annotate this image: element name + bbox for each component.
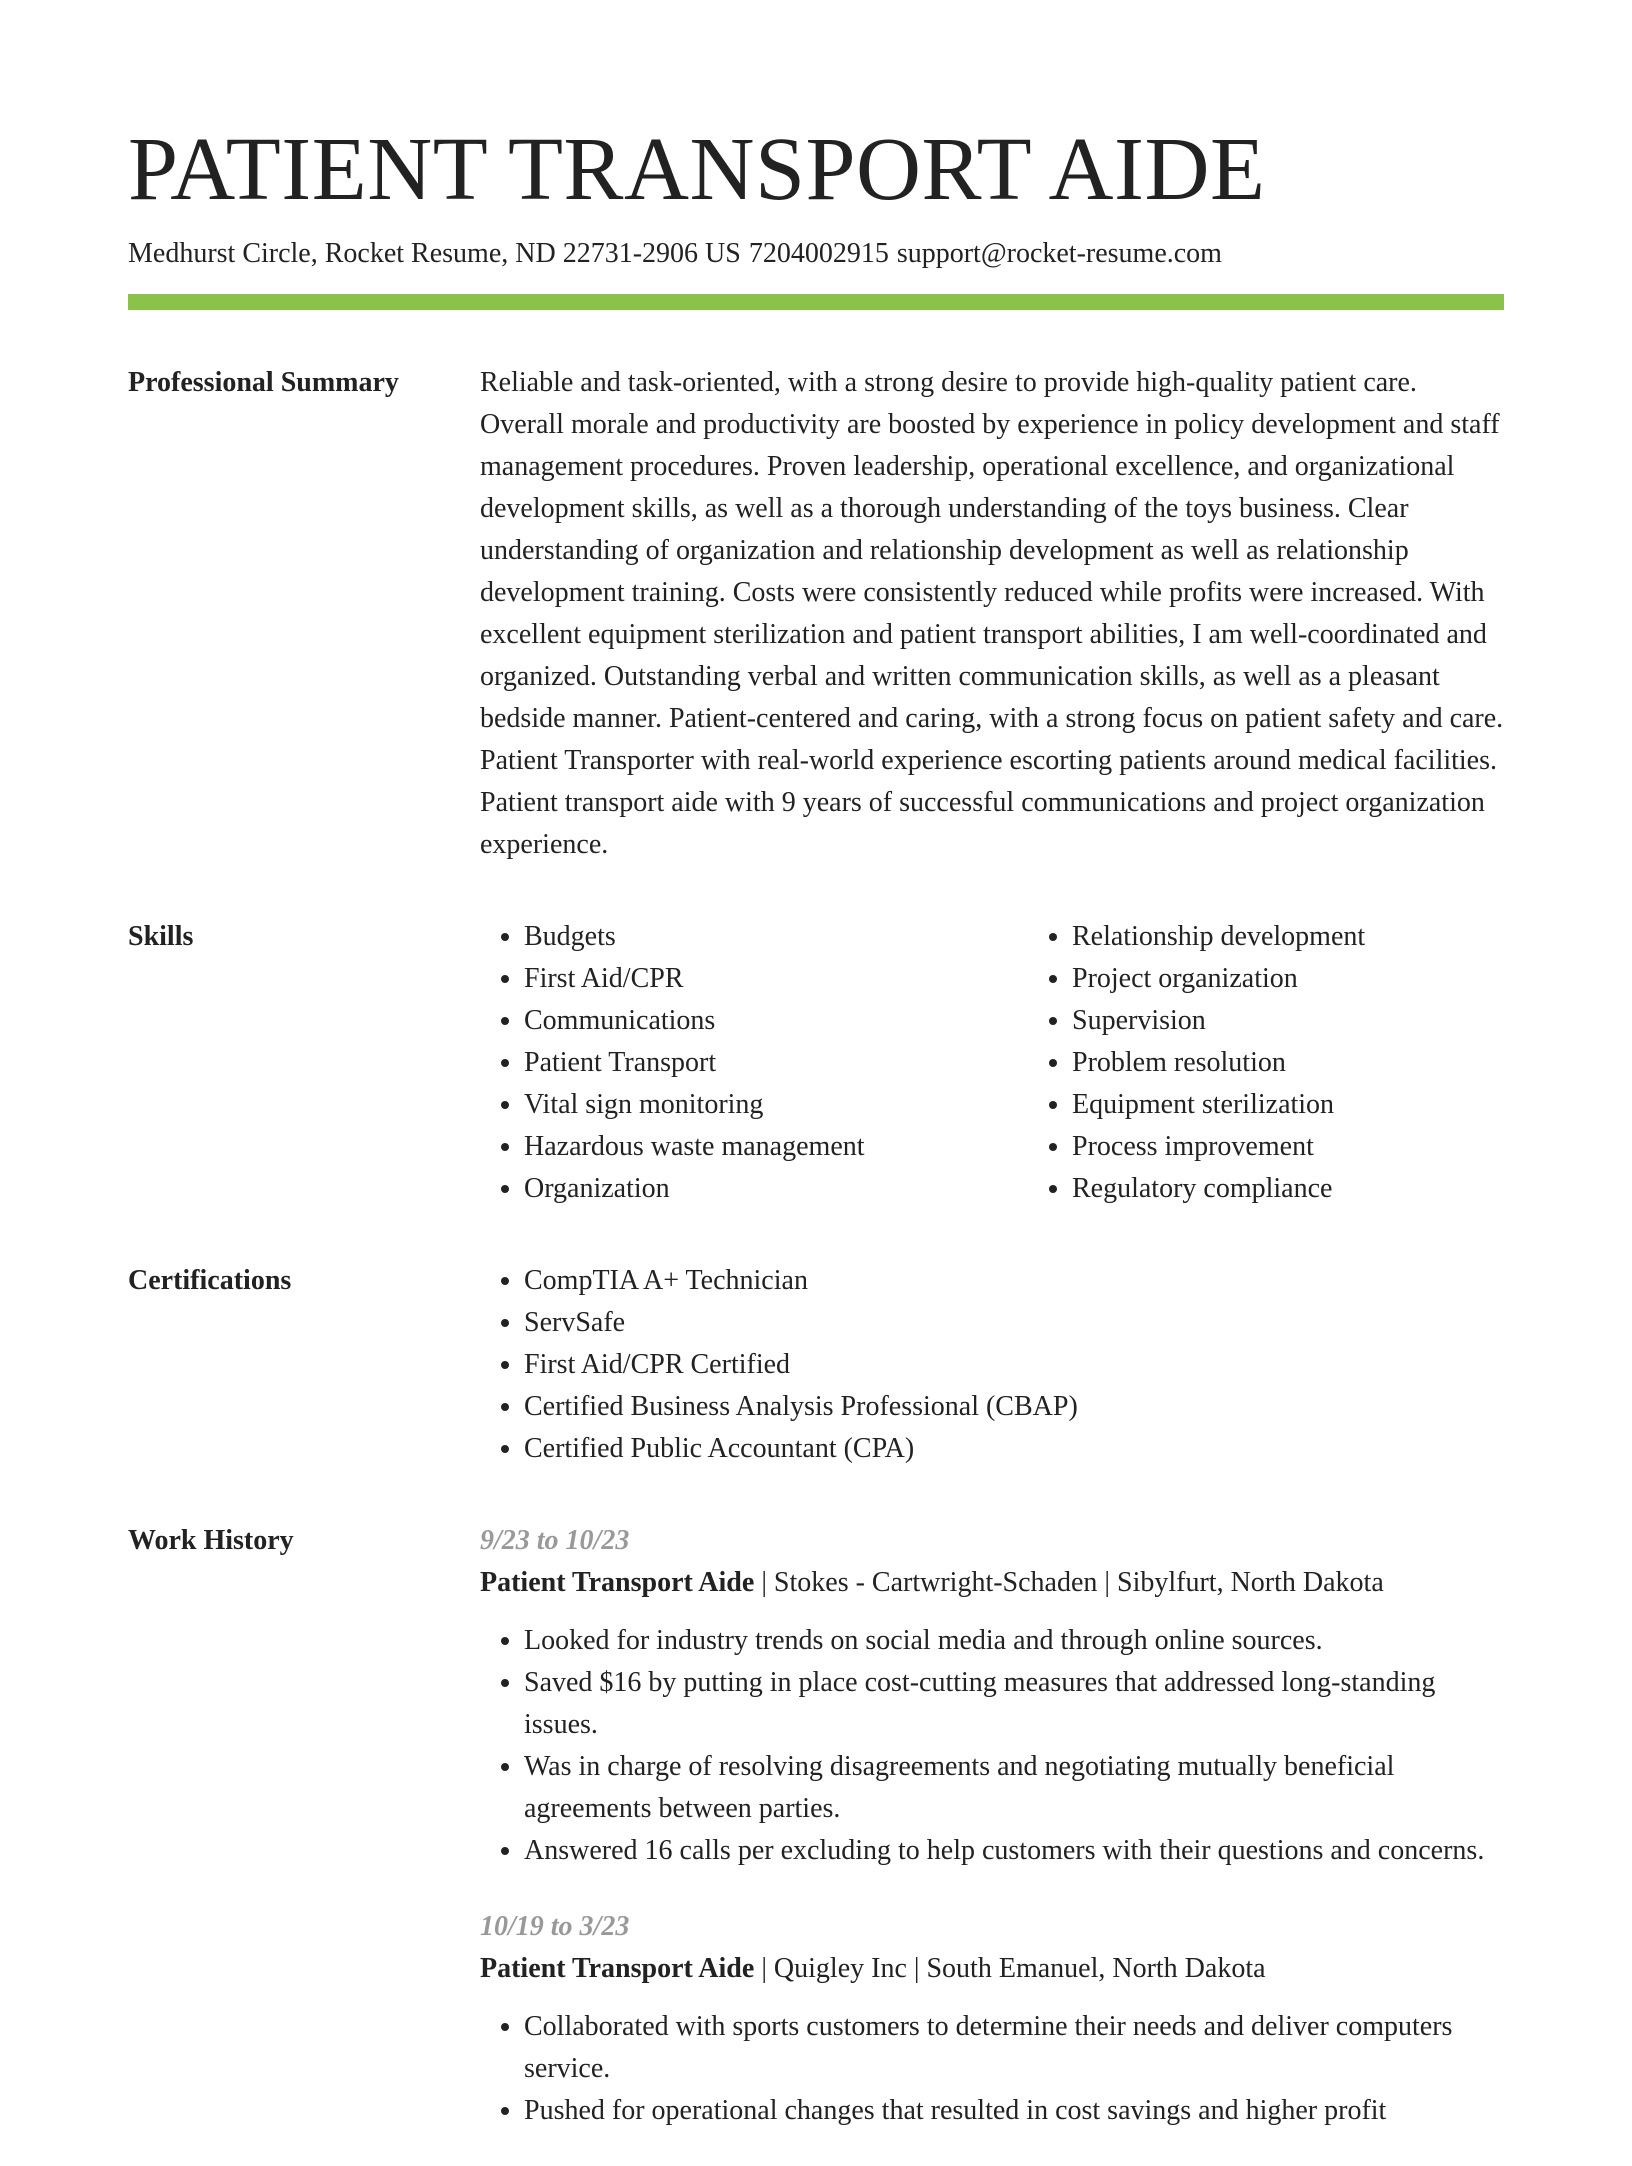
header-divider xyxy=(128,294,1504,310)
skill-item: • First Aid/CPR xyxy=(524,958,1028,1000)
candidate-name: PATIENT TRANSPORT AIDE xyxy=(128,120,1266,219)
job-bullet: • Saved $16 by putting in place cost-cutting measures that addressed long-standing issues. xyxy=(524,1662,1504,1746)
certification-item: • ServSafe xyxy=(524,1302,1504,1344)
skill-item: • Communications xyxy=(524,1000,1028,1042)
skills-list-left xyxy=(480,916,1028,1210)
skill-item: • Process improvement xyxy=(1072,1126,1576,1168)
skill-item: • Organization xyxy=(524,1168,1028,1210)
skills-heading: Skills xyxy=(128,921,194,952)
skill-item: • Relationship development xyxy=(1072,916,1576,958)
job-bullet: • Pushed for operational changes that resulted in cost savings and higher profit xyxy=(524,2090,1504,2132)
skill-item: • Patient Transport xyxy=(524,1042,1028,1084)
certification-item: • Certified Public Accountant (CPA) xyxy=(524,1428,1504,1470)
job-bullets xyxy=(480,2006,1504,2132)
skill-item: • Supervision xyxy=(1072,1000,1576,1042)
work-history-heading: Work History xyxy=(128,1525,294,1556)
job-bullets xyxy=(480,1620,1504,1872)
job-dates: 10/19 to 3/23 xyxy=(480,1911,630,1942)
job-bullet: • Collaborated with sports customers to determine their needs and deliver computers service. xyxy=(524,2006,1504,2090)
job-bullet: • Looked for industry trends on social media and through online sources. xyxy=(524,1620,1504,1662)
summary-section xyxy=(128,362,1504,866)
job-bullet: • Was in charge of resolving disagreements and negotiating mutually beneficial agreements between parties. xyxy=(524,1746,1504,1830)
job-company-location: | Quigley Inc | South Emanuel, North Dakota xyxy=(754,1953,1266,1984)
certification-item: • First Aid/CPR Certified xyxy=(524,1344,1504,1386)
job-bullet: • Answered 16 calls per excluding to help customers with their questions and concerns. xyxy=(524,1830,1504,1872)
certifications-section xyxy=(128,1260,1504,1470)
certification-item: • Certified Business Analysis Professional (CBAP) xyxy=(524,1386,1504,1428)
summary-text: Reliable and task-oriented, with a strong desire to provide high-quality patient care. Overall morale and productivity are boosted by experience in policy development and staff management procedures. Proven leadership, operational excellence, and organizational development skills, as well as a thorough understanding of the toys business. Clear understanding of organization and relationship development as well as relationship development training. Costs were consistently reduced while profits were increased. With excellent equipment sterilization and patient transport abilities, I am well-coordinated and organized. Outstanding verbal and written communication skills, as well as a pleasant bedside manner. Patient-centered and caring, with a strong focus on patient safety and care. Patient Transporter with real-world experience escorting patients around medical facilities. Patient transport aide with 9 years of successful communications and project organization experience. xyxy=(480,367,1504,860)
job-company-location: | Stokes - Cartwright-Schaden | Sibylfurt, North Dakota xyxy=(754,1567,1384,1598)
skill-item: • Problem resolution xyxy=(1072,1042,1576,1084)
contact-email: support@rocket-resume.com xyxy=(896,238,1222,269)
certifications-list xyxy=(480,1260,1504,1470)
skill-item: • Equipment sterilization xyxy=(1072,1084,1576,1126)
skill-item: • Vital sign monitoring xyxy=(524,1084,1028,1126)
resume-page xyxy=(128,118,1504,2166)
work-history-section xyxy=(128,1520,1504,2166)
job-title-line xyxy=(480,1948,1504,1990)
job-entry xyxy=(480,1520,1504,1872)
skill-item: • Hazardous waste management xyxy=(524,1126,1028,1168)
skills-section xyxy=(128,916,1504,1210)
contact-phone: 7204002915 xyxy=(748,238,889,269)
job-title-line xyxy=(480,1562,1504,1604)
job-dates: 9/23 to 10/23 xyxy=(480,1525,630,1556)
job-entry xyxy=(480,1906,1504,2132)
contact-line xyxy=(128,236,1504,272)
skill-item: • Budgets xyxy=(524,916,1028,958)
summary-heading: Professional Summary xyxy=(128,367,399,398)
skill-item: • Regulatory compliance xyxy=(1072,1168,1576,1210)
certification-item: • CompTIA A+ Technician xyxy=(524,1260,1504,1302)
certifications-heading: Certifications xyxy=(128,1265,292,1296)
skills-list-right xyxy=(1028,916,1576,1210)
job-title: Patient Transport Aide xyxy=(480,1567,755,1598)
skill-item: • Project organization xyxy=(1072,958,1576,1000)
contact-address: Medhurst Circle, Rocket Resume, ND 22731-2906 US xyxy=(128,238,741,269)
job-title: Patient Transport Aide xyxy=(480,1953,755,1984)
